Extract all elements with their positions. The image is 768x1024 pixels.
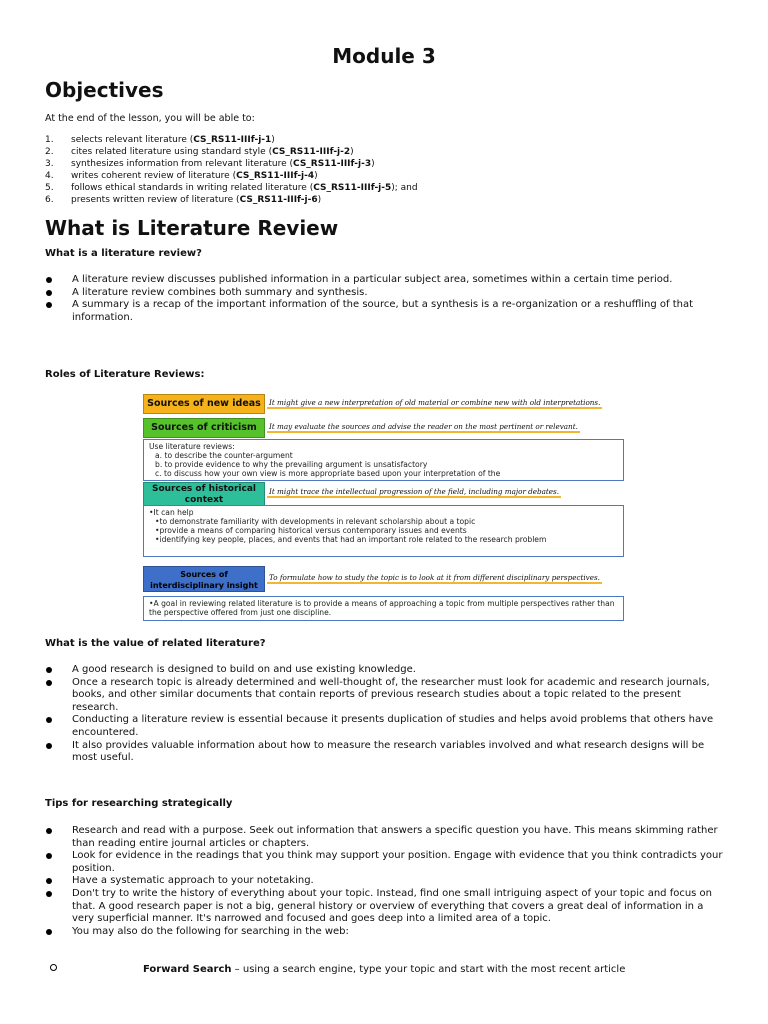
note-line: a. to describe the counter-argument	[155, 451, 293, 460]
desc-historical-context: It might trace the intellectual progression of the field, including major debates.	[269, 487, 560, 496]
objective-code: CS_RS11-IIIf-j-1	[193, 135, 272, 145]
objective-text: cites related literature using standard style (	[71, 147, 273, 157]
objective-tail: )	[317, 195, 322, 205]
value-bullets	[45, 664, 725, 765]
roles-diagram	[141, 392, 626, 624]
objective-item	[45, 170, 725, 182]
desc-new-ideas: It might give a new interpretation of old material or combine new with old interpretations.	[269, 398, 601, 407]
objective-code: CS_RS11-IIIf-j-4	[236, 171, 315, 181]
bullet-item: A literature review discusses published information in a particular subject area, sometimes within a certain time period.	[45, 274, 725, 287]
note-line: c. to discuss how your own view is more appropriate based upon your interpretation of the	[155, 469, 501, 478]
note-line: •identifying key people, places, and events that had an important role related to the research problem	[155, 535, 547, 544]
bullet-item: A summary is a recap of the important information of the source, but a synthesis is a re-organization or a reshuffling of that information.	[45, 299, 725, 324]
objective-number: 6.	[45, 195, 54, 205]
objective-text: writes coherent review of literature (	[71, 171, 237, 181]
objective-tail: ); and	[391, 183, 418, 193]
tag-interdisciplinary-insight: Sources of interdisciplinary insight	[143, 566, 265, 592]
objective-item	[45, 194, 725, 206]
tag-criticism: Sources of criticism	[143, 418, 265, 438]
bullet-item: You may also do the following for searching in the web:	[45, 926, 725, 939]
objective-text: selects relevant literature (	[71, 135, 194, 145]
note-line: •It can help	[149, 508, 194, 517]
objective-item	[45, 182, 725, 194]
lit-review-subheading: What is a literature review?	[45, 248, 202, 259]
objective-text: presents written review of literature (	[71, 195, 240, 205]
roles-heading: Roles of Literature Reviews:	[45, 369, 205, 380]
note-line: •provide a means of comparing historical versus contemporary issues and events	[155, 526, 467, 535]
bullet-item: Have a systematic approach to your notetaking.	[45, 875, 725, 888]
bullet-item: A good research is designed to build on and use existing knowledge.	[45, 664, 725, 677]
tips-heading: Tips for researching strategically	[45, 798, 233, 809]
objective-number: 2.	[45, 147, 54, 157]
bullet-item: Once a research topic is already determined and well-thought of, the researcher must look for academic and research journals, books, and other similar documents that contain reports of previous research studies about a topic related to the present research.	[45, 677, 725, 715]
objective-number: 5.	[45, 183, 54, 193]
objective-code: CS_RS11-IIIf-j-6	[239, 195, 318, 205]
note-line: Use literature reviews:	[149, 442, 235, 451]
circle-bullet-icon	[50, 964, 57, 971]
objective-tail: )	[371, 159, 375, 169]
objective-item	[45, 146, 725, 158]
objective-code: CS_RS11-IIIf-j-5	[313, 183, 392, 193]
page-title: Module 3	[332, 44, 436, 68]
bullet-item: Conducting a literature review is essential because it presents duplication of studies and helps avoid problems that others have encountered.	[45, 714, 725, 739]
forward-search-item	[45, 964, 725, 975]
value-heading: What is the value of related literature?	[45, 638, 266, 649]
desc-criticism: It may evaluate the sources and advise the reader on the most pertinent or relevant.	[269, 422, 578, 431]
lit-review-bullets	[45, 274, 725, 324]
desc-interdisciplinary-insight: To formulate how to study the topic is to look at it from different disciplinary perspectives.	[269, 573, 600, 582]
objective-tail: )	[350, 147, 354, 157]
tag-new-ideas: Sources of new ideas	[143, 394, 265, 414]
objective-item	[45, 158, 725, 170]
objectives-list	[45, 134, 725, 206]
objective-number: 4.	[45, 171, 54, 181]
objectives-heading: Objectives	[45, 78, 164, 102]
bullet-item: Don't try to write the history of everything about your topic. Instead, find one small intriguing aspect of your topic and focus on that. A good research paper is not a big, general history or overview of everything that covers a great deal of information in a very superficial manner. It's narrowed and focused and goes deep into a limited area of a topic.	[45, 888, 725, 926]
bullet-item: Research and read with a purpose. Seek out information that answers a specific question you have. This means skimming rather than reading entire journal articles or chapters.	[45, 825, 725, 850]
note-line: b. to provide evidence to why the prevailing argument is unsatisfactory	[155, 460, 428, 469]
note-line: •A goal in reviewing related literature is to provide a means of approaching a topic from multiple perspectives rather than the perspective offered from just one discipline.	[149, 599, 615, 617]
objective-number: 3.	[45, 159, 54, 169]
bullet-item: A literature review combines both summary and synthesis.	[45, 287, 725, 300]
objective-number: 1.	[45, 135, 54, 145]
objective-code: CS_RS11-IIIf-j-2	[272, 147, 351, 157]
tips-bullets	[45, 825, 725, 938]
objectives-intro: At the end of the lesson, you will be able to:	[45, 113, 255, 124]
criticism-note	[143, 439, 624, 481]
historical-note	[143, 505, 624, 557]
tag-historical-context: Sources of historical context	[143, 482, 265, 506]
lit-review-heading: What is Literature Review	[45, 216, 339, 240]
objective-item	[45, 134, 725, 146]
objective-tail: )	[314, 171, 318, 181]
objective-text: follows ethical standards in writing related literature (	[71, 183, 314, 193]
note-line: •to demonstrate familiarity with developments in relevant scholarship about a topic	[155, 517, 476, 526]
bullet-item: Look for evidence in the readings that you think may support your position. Engage with evidence that you think contradicts your position.	[45, 850, 725, 875]
interdisciplinary-note	[143, 596, 624, 621]
forward-search-label: Forward Search	[143, 964, 232, 975]
objective-code: CS_RS11-IIIf-j-3	[293, 159, 372, 169]
objective-text: synthesizes information from relevant literature (	[71, 159, 294, 169]
bullet-item: It also provides valuable information about how to measure the research variables involved and what research designs will be most useful.	[45, 740, 725, 765]
objective-tail: )	[271, 135, 275, 145]
forward-search-text: – using a search engine, type your topic and start with the most recent article	[231, 964, 626, 975]
